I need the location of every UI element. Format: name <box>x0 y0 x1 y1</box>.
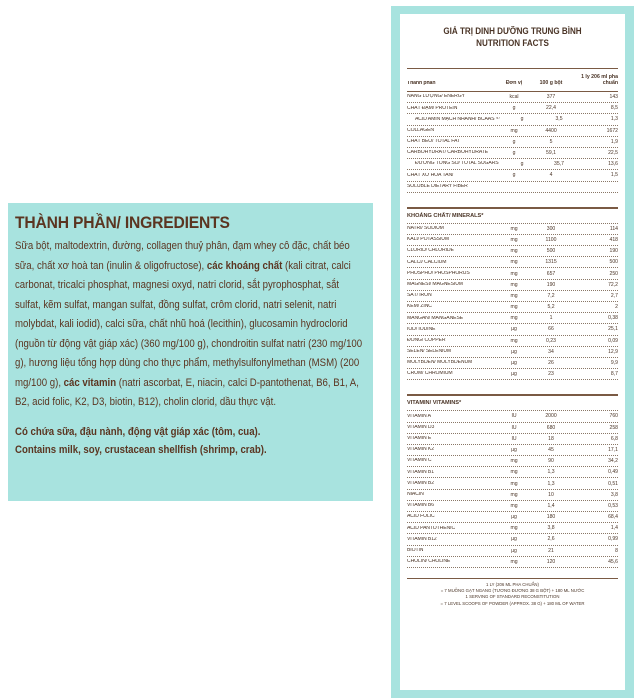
nutrition-table <box>400 14 625 690</box>
nutrient-row <box>407 456 618 467</box>
nutrient-unit: mg <box>510 337 518 344</box>
vitamin-nutrients <box>407 411 618 568</box>
nutrient-per-100g: 190 <box>546 281 556 288</box>
nutrient-unit: µg <box>511 371 517 378</box>
nutrient-row <box>407 235 618 246</box>
nutrient-row <box>407 291 618 302</box>
nutrient-name: CARBOHYDRAT/ CARBOHYDRATE <box>407 150 489 156</box>
nutrient-row <box>407 159 618 170</box>
nutrient-per-100g: 23 <box>548 371 554 378</box>
mineral-nutrients <box>407 224 618 381</box>
nutrient-unit: g <box>520 116 524 123</box>
nutrient-per-serving: 1,5 <box>610 172 618 179</box>
nutrient-per-serving: 0,49 <box>608 469 618 476</box>
nutrient-per-serving: 6,8 <box>610 435 618 442</box>
nutrient-per-100g: 5 <box>549 138 553 145</box>
nutrient-unit: mg <box>510 525 518 532</box>
nutrient-unit: g <box>512 138 516 145</box>
nutrient-per-serving: 8,7 <box>610 371 618 378</box>
nutrient-per-serving: 3,8 <box>610 491 618 498</box>
nutrient-row <box>407 224 618 235</box>
nutrient-row <box>407 369 618 380</box>
nutrient-unit: mg <box>510 281 518 288</box>
nutrient-unit: kcal <box>509 94 519 101</box>
nutrient-per-100g: 10 <box>548 491 554 498</box>
nutrient-row <box>407 126 618 137</box>
nutrient-per-100g: 680 <box>546 424 556 431</box>
nutrient-row <box>407 347 618 358</box>
nutrient-name: KẼM/ ZINC <box>407 304 432 310</box>
nutrient-per-serving: 8,5 <box>610 105 618 112</box>
nutrient-per-serving: 418 <box>609 236 618 243</box>
nutrient-name: MAGNESI/ MAGNESIUM <box>407 281 463 287</box>
nutrient-name: CALCI/ CALCIUM <box>407 259 447 265</box>
ingredients-panel <box>8 203 373 501</box>
nutrient-per-100g: 4400 <box>545 127 557 134</box>
nutrient-per-serving: 25,1 <box>608 326 618 333</box>
nutrient-per-serving: 190 <box>609 248 618 255</box>
nutrient-row <box>407 478 618 489</box>
vitamins-section-title: VITAMIN/ VITAMINS* <box>407 394 618 411</box>
nutrient-per-serving: 9,9 <box>610 360 618 367</box>
nutrient-per-serving: 68,4 <box>608 514 618 521</box>
nutrient-per-serving: 34,2 <box>608 458 618 465</box>
nutrient-row <box>407 246 618 257</box>
header-100g: 100 g bột <box>539 80 563 86</box>
nutrient-unit: mg <box>510 469 518 476</box>
header-unit: Đơn vị <box>505 80 523 86</box>
nutrient-unit: mg <box>510 248 518 255</box>
nutrient-name: CHẤT XƠ HOÀ TAN/ <box>407 172 454 178</box>
nutrient-name: VITAMIN B6 <box>407 503 434 509</box>
nutrient-per-100g: 1100 <box>545 236 557 243</box>
nutrient-per-serving: 143 <box>609 94 618 101</box>
nutrient-unit: IU <box>511 424 517 431</box>
allergy-en: Contains milk, soy, crustacean shellfish (shrimp, crab). <box>15 443 267 456</box>
nutrient-name: ĐƯỜNG TỔNG SỐ/ TOTAL SUGARS <box>415 161 499 167</box>
nutrient-per-100g: 3,5 <box>555 116 563 123</box>
nutrient-per-100g: 2,6 <box>547 536 555 543</box>
nutrient-row <box>407 324 618 335</box>
nutrient-name: CHẤT BÉO/ TOTAL FAT <box>407 139 460 145</box>
nutrient-per-100g: 2000 <box>545 413 557 420</box>
vitamins-label: các vitamin <box>63 376 117 389</box>
nutrient-name: SELEN/ SELENIUM <box>407 349 452 355</box>
nutrient-name: KALI/ POTASSIUM <box>407 237 449 243</box>
nutrient-per-serving: 45,6 <box>608 558 618 565</box>
nutrient-per-100g: 90 <box>548 458 554 465</box>
nutrient-per-100g: 1,4 <box>547 502 555 509</box>
nutrition-title-en: NUTRITION FACTS <box>476 38 549 49</box>
nutrient-row <box>407 257 618 268</box>
nutrient-per-serving: 760 <box>609 413 618 420</box>
nutrition-title-vi: GIÁ TRỊ DINH DƯỠNG TRUNG BÌNH <box>443 26 582 37</box>
nutrient-unit: g <box>512 105 516 112</box>
nutrient-per-serving: 8 <box>615 547 618 554</box>
nutrient-name: NIACIN <box>407 491 424 497</box>
nutrient-unit: µg <box>511 547 517 554</box>
nutrient-per-serving: 0,51 <box>608 480 618 487</box>
nutrient-per-100g: 22,4 <box>546 105 556 112</box>
nutrient-per-serving: 1672 <box>606 127 618 134</box>
nutrient-per-serving: 72,2 <box>608 281 618 288</box>
nutrient-row <box>407 411 618 422</box>
nutrient-unit: mg <box>510 259 518 266</box>
nutrient-name: COLLAGEN <box>407 127 434 133</box>
allergy-vi: Có chứa sữa, đậu nành, động vật giáp xác (tôm, cua). <box>15 425 261 438</box>
nutrient-per-100g: 35,7 <box>554 161 564 168</box>
nutrient-per-100g: 7,2 <box>547 292 555 299</box>
nutrient-unit: mg <box>510 270 518 277</box>
nutrient-unit: mg <box>510 127 518 134</box>
nutrient-name: ACID FOLIC <box>407 514 435 520</box>
nutrient-per-100g: 180 <box>546 514 556 521</box>
nutrient-name: ACID PANTOTHENIC <box>407 525 456 531</box>
nutrient-unit: mg <box>510 491 518 498</box>
nutrient-row <box>407 534 618 545</box>
allergy-statement <box>15 423 365 459</box>
nutrient-per-100g: 59,1 <box>546 150 556 157</box>
nutrient-per-100g: 657 <box>546 270 556 277</box>
nutrient-name: NĂNG LƯỢNG/ ENERGY <box>407 94 465 100</box>
nutrient-per-100g: 18 <box>548 435 554 442</box>
nutrient-row <box>407 467 618 478</box>
header-name: Thành phần <box>407 80 436 86</box>
nutrient-name: NATRI/ SODIUM <box>407 226 444 232</box>
nutrient-per-100g: 5,2 <box>547 304 555 311</box>
nutrient-per-serving: 114 <box>609 225 618 232</box>
nutrient-per-100g: 377 <box>546 94 556 101</box>
nutrient-per-100g: 500 <box>546 248 556 255</box>
nutrient-per-serving: 2 <box>615 304 618 311</box>
nutrient-row <box>407 170 618 181</box>
nutrient-per-serving: 2,7 <box>610 292 618 299</box>
table-header <box>407 68 618 92</box>
nutrient-name: CHOLIN/ CHOLINE <box>407 559 451 565</box>
nutrient-name: VITAMIN B12 <box>407 536 437 542</box>
nutrient-row <box>407 182 618 193</box>
nutrition-panel <box>391 6 634 698</box>
nutrient-unit: g <box>512 172 516 179</box>
nutrient-per-serving: 13,6 <box>608 161 618 168</box>
nutrient-row <box>407 501 618 512</box>
nutrient-unit: mg <box>510 458 518 465</box>
ingredients-title: THÀNH PHẦN/ INGREDIENTS <box>15 213 230 232</box>
nutrient-per-100g: 3,8 <box>547 525 555 532</box>
nutrient-per-serving: 1,3 <box>610 116 618 123</box>
nutrient-unit: µg <box>511 446 517 453</box>
nutrient-name: MANGAN/ MANGANESE <box>407 315 464 321</box>
ingredients-text: Sữa bột, maltodextrin, đường, collagen thuỷ phân, đạm whey cô đặc, chất béo sữa, chất xơ hoà tan (inulin & oligofructose), các khoáng chất (kali citrat, calci carbonat, tricalci phosphat, magnesi oxyd, natri clorid, sắt pyrophosphat, sắt sulfat, kẽm sulfat, mangan sulfat, đồng sulfat, crôm clorid, natri selenit, natri molybdat, kali iodid), calci sữa, chất nhũ hoá (lecithin), glucosamin hydroclorid (nguồn từ động vật giáp xác) (360 mg/100 g), chondroitin sulfat natri (230 mg/100 g), hương liệu tổng hợp dùng cho thực phẩm, methylsulfonylmethan (MSM) (200 mg/100 g), các vitamin (natri ascorbat, E, niacin, calci D-pantothenat, B6, B1, A, B2, acid folic, K2, D3, biotin, B12), cholin clorid, dầu thực vật. <box>15 240 363 408</box>
nutrient-unit: µg <box>511 326 517 333</box>
nutrient-per-100g: 1315 <box>545 259 557 266</box>
nutrient-row <box>407 512 618 523</box>
nutrient-row <box>407 434 618 445</box>
serving-footnote: 1 LY (206 ML PHA CHUẨN) = 7 MUỖNG GẠT NGANG (TƯƠNG ĐƯƠNG 38 G BỘT) + 180 ML NƯỚC 1 SERVING OF STANDARD RECONSTITUTION = 7 LEVEL SCOOPS OF POWDER (APPROX. 38 G) + 180 ML OF WATER <box>407 578 618 607</box>
nutrient-per-serving: 0,53 <box>608 502 618 509</box>
nutrient-name: VITAMIN B2 <box>407 480 434 486</box>
nutrient-per-serving: 22,5 <box>608 150 618 157</box>
nutrient-per-100g: 21 <box>548 547 554 554</box>
nutrient-row <box>407 490 618 501</box>
nutrient-row <box>407 268 618 279</box>
nutrient-per-serving: 500 <box>609 259 618 266</box>
nutrient-unit: mg <box>510 292 518 299</box>
nutrient-unit: µg <box>511 514 517 521</box>
minerals-section-title: KHOÁNG CHẤT/ MINERALS* <box>407 207 618 224</box>
nutrient-per-serving: 12,9 <box>608 348 618 355</box>
nutrient-per-100g: 66 <box>548 326 554 333</box>
nutrient-name: CLORID/ CHLORIDE <box>407 248 454 254</box>
nutrient-per-100g: 34 <box>548 348 554 355</box>
nutrient-per-100g: 1,3 <box>547 469 555 476</box>
nutrient-unit: IU <box>511 435 517 442</box>
nutrient-per-100g: 1 <box>549 315 553 322</box>
nutrient-unit: mg <box>510 236 518 243</box>
main-nutrients <box>407 92 618 193</box>
nutrient-unit: µg <box>511 536 517 543</box>
nutrient-name: SOLUBLE DIETARY FIBER <box>407 183 468 189</box>
nutrient-name: ĐỒNG/ COPPER <box>407 337 446 343</box>
nutrient-unit: g <box>512 150 516 157</box>
nutrient-unit: µg <box>511 348 517 355</box>
nutrient-unit: g <box>520 161 524 168</box>
nutrient-name: BIOTIN <box>407 547 424 553</box>
nutrient-per-100g: 1,3 <box>547 480 555 487</box>
nutrient-per-serving: 0,09 <box>608 337 618 344</box>
nutrient-unit: IU <box>511 413 517 420</box>
nutrient-name: SẮT/ IRON <box>407 293 432 299</box>
nutrient-name: CRÔM/ CHROMIUM <box>407 371 453 377</box>
nutrient-row <box>407 148 618 159</box>
nutrient-unit: µg <box>511 360 517 367</box>
nutrient-name: VITAMIN B1 <box>407 469 434 475</box>
nutrient-unit: mg <box>510 304 518 311</box>
nutrient-unit: mg <box>510 225 518 232</box>
nutrient-per-serving: 1,9 <box>610 138 618 145</box>
minerals-label: các khoáng chất <box>206 259 283 272</box>
nutrient-row <box>407 137 618 148</box>
nutrient-name: IOD/ IODINE <box>407 326 436 332</box>
nutrient-per-serving: 258 <box>609 424 618 431</box>
nutrient-unit: mg <box>510 315 518 322</box>
nutrient-per-100g: 26 <box>548 360 554 367</box>
nutrient-per-serving: 17,1 <box>608 446 618 453</box>
nutrient-per-100g: 120 <box>546 558 556 565</box>
nutrient-name: VITAMIN A <box>407 413 431 419</box>
nutrient-unit: mg <box>510 558 518 565</box>
nutrient-row <box>407 557 618 568</box>
nutrient-row <box>407 546 618 557</box>
nutrient-per-serving: 1,4 <box>610 525 618 532</box>
nutrient-name: VITAMIN C <box>407 458 432 464</box>
nutrient-unit: mg <box>510 502 518 509</box>
nutrient-name: VITAMIN K2 <box>407 447 434 453</box>
nutrient-name: MOLYBDEN/ MOLYBDENUM <box>407 360 473 366</box>
nutrient-per-serving: 0,99 <box>608 536 618 543</box>
nutrient-row <box>407 103 618 114</box>
nutrient-name: CHẤT ĐẠM/ PROTEIN <box>407 105 458 111</box>
nutrient-row <box>407 523 618 534</box>
nutrient-per-100g: 4 <box>549 172 553 179</box>
nutrient-row <box>407 313 618 324</box>
header-serving: 1 ly 206 ml pha chuẩn <box>581 74 618 86</box>
nutrient-row <box>407 423 618 434</box>
nutrient-per-100g: 45 <box>548 446 554 453</box>
nutrient-row <box>407 92 618 103</box>
nutrient-name: PHOSPHO/ PHOSPHORUS <box>407 270 470 276</box>
nutrient-row <box>407 445 618 456</box>
nutrient-row <box>407 336 618 347</box>
nutrient-per-100g: 0,23 <box>546 337 556 344</box>
nutrient-per-serving: 0,38 <box>608 315 618 322</box>
nutrient-row <box>407 114 618 125</box>
nutrient-name: VITAMIN D3 <box>407 424 435 430</box>
nutrient-row <box>407 358 618 369</box>
nutrient-unit: mg <box>510 480 518 487</box>
nutrient-name: VITAMIN E <box>407 436 432 442</box>
nutrient-per-serving: 250 <box>609 270 618 277</box>
nutrient-row <box>407 280 618 291</box>
nutrient-per-100g: 300 <box>546 225 556 232</box>
nutrient-row <box>407 302 618 313</box>
nutrient-name: ACID AMIN MẠCH NHÁNH/ BCAAS ⁽¹⁾ <box>415 116 500 122</box>
